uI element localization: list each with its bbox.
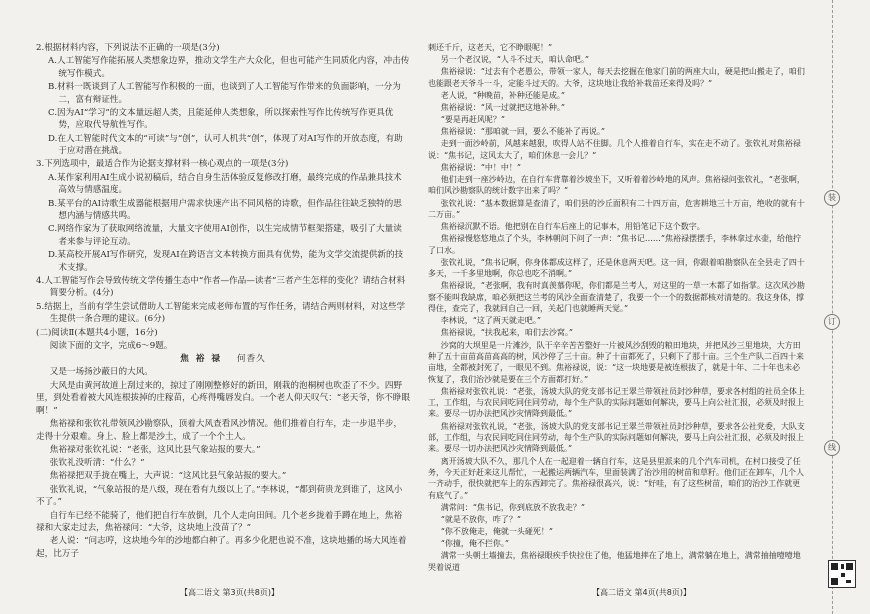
question-3-stem: 3.下列选项中，最适合作为论据支撑材料一核心观点的一项是(3分): [36, 159, 289, 170]
article-paragraph: 满常一头朝土墙撞去，焦裕禄眼疾手快拉住了他，他猛地摔在了地上，满常躺在地上，满常抽抽噎噎地哭着说道: [428, 551, 801, 572]
article-paragraph: 又是一场扬沙蔽日的大风。: [49, 367, 153, 378]
article-paragraph: 张钦礼说：“基本数据算是查清了，咱们县的沙丘面积有二十四万亩，危害耕地三十万亩，绝收的就有十二万亩。”: [428, 198, 805, 219]
question-2-option-c: C.因为AI“学习”的文本量远超人类，且能延伸人类想象，所以探索性写作比传统写作更具优势，应取代导航性写作。: [48, 107, 394, 131]
question-3-option-c: C.网络作家为了获取网络流量，大量文字使用AI创作，以生完成情节框架搭建，吸引了大量读者来参与评论互动。: [48, 224, 402, 247]
article-title-text: 焦 裕 禄: [180, 354, 222, 365]
question-2-option-b: B.材料一既谈到了人工智能写作积极的一面，也谈到了人工智能写作带来的负面影响，一分为二，富有辩证性。: [48, 82, 401, 105]
binding-mark: 装: [824, 190, 840, 206]
right-column: [428, 42, 808, 574]
article-paragraph: 沙窝的大坝里是一片滩沙，队干辛辛苦苦整好一片被风沙刮毁的粮田地块，并把风沙三里地块，大方田种了五十亩苗高苗高高的树，风沙停了三十亩。种了十亩都死了，只剩下了那十亩。三个生产队二百四十来亩地，全都被封死了，一眼见不到。焦裕禄说，说：“这一块地要是被连根拔了，就是十年、二十年也未必恢复了，我们治沙就是要在三个方面都打好。”: [428, 340, 804, 384]
article-paragraph: 张钦礼说，“焦书记啊，你身体都成这样了，还是休息两天吧。这一回，你跟着咱勘察队在全县走了四十多天，一千多里地啊，你总也吃不消啊。”: [428, 257, 805, 279]
article-title: [36, 353, 410, 366]
article-paragraph: 李林说，“这了两天就走吧。”: [440, 316, 541, 326]
article-paragraph: 老人说：“问志哼，这块地今年的沙地都白种了。再多少化肥也说不准，这块地播的场大风连着起，比万子: [36, 536, 407, 559]
page-footer-left: 【高二语文 第3页(共8页)】: [180, 588, 279, 597]
question-4: 4.人工智能写作会导致传统文学传播生态中“作者—作品—读者”三者产生怎样的变化？请结合材料简要分析。(4分): [36, 275, 406, 299]
article-paragraph: 走到一面沙岭前，风越来越狠，吹得人站不住脚。几个人推着自行车，实在走不动了。张钦礼对焦裕禄说：“焦书记，这风太大了，咱们休息一会儿？”: [428, 139, 801, 160]
article-paragraph: 焦裕禄慢悠悠地点了个头，李林朝问下问了一声：“焦书记……”焦裕禄摆摆手，李林拿过水壶，给他拧了口水。: [428, 234, 801, 255]
section-heading: (二)阅读Ⅱ(本题共4小题，16分): [36, 327, 158, 338]
article-paragraph: 焦裕禄对张钦礼说：“老张，这风比县气象站报的要大。”: [49, 444, 261, 455]
question-5: 5.结据上，当前有学生尝试借助人工智能来完成老师布置的写作任务，请结合两则材料，对这些学生提供一条合理的建议。(6分): [36, 301, 406, 325]
question-3-option-a: A.某作家利用AI生成小说初稿后，结合自身生活体验反复修改打磨，最终完成的作品兼具技术高效与情感温度。: [48, 172, 402, 196]
left-column: [36, 42, 410, 561]
question-2-option-d: D.在人工智能时代文本的“可读”与“创”，认可人机共“创”，体现了对AI写作的开放态度，有助于应对潜在挑战。: [48, 133, 403, 157]
article-author: 何香久: [236, 354, 266, 365]
binding-line: [832, 0, 833, 614]
qr-code-icon: [828, 560, 856, 588]
article-paragraph: 焦裕禄把双手拢在嘴上，大声说：“这风比县气象站报的要大。”: [49, 471, 287, 482]
article-paragraph: 另一个老汉说，“人斗不过天，咱认命吧。”: [440, 55, 589, 65]
article-paragraph: 刺还千斤，这老天，它不睁眼呢！”: [428, 43, 553, 52]
article-paragraph: 大风是由黄河故道上刮过来的，掠过了刚刚整修好的新田，刚栽的泡桐树也吹歪了不少。四野里，到处看着被大风连根拔掉的庄稼苗，心疼得嘴唇发白。一个老人仰天叹气：“老天爷，你不睁眼啊！”: [36, 380, 410, 416]
article-paragraph: 张钦礼没听清：“什么？”: [49, 458, 145, 469]
binding-mark: 线: [824, 440, 840, 456]
article-paragraph: “你不放俺走，俺就一头碰死！”: [440, 527, 553, 537]
article-paragraph: 焦裕禄说：“那咱就一回，要么不能补了再说。”: [440, 127, 605, 137]
article-paragraph: 焦裕禄沉默不语。他把别在自行车后座上的记事本，用铅笔记下这个数字。: [440, 222, 705, 232]
article-paragraph: 焦裕禄说，“扶我起来，咱们去沙窝。”: [440, 328, 573, 338]
article-paragraph: 焦裕禄和张钦礼带领风沙勘察队，顶着大风查看风沙情况。他们推着自行车，走一步退半步，走得十分艰难。身上、脸上都是沙土，成了一个个土人。: [36, 419, 403, 442]
article-paragraph: 满常问：“焦书记，你到底放不放我走？”: [440, 502, 585, 512]
article-paragraph: “你撞，俺不拦你。”: [440, 539, 509, 549]
question-2-stem: 2.根据材料内容，下列说法不正确的一项是(3分): [36, 43, 220, 53]
question-2-option-a: A.人工智能写作能拓展人类想象边界，推动文学生产大众化，但也可能产生同质化内容，冲击传统写作模式。: [48, 56, 410, 79]
article-paragraph: 焦裕禄说：“中！中！”: [440, 162, 521, 172]
article-paragraph: 焦裕禄说，“老张啊，我有时真羡慕你呢，你们都是兰考人，对这里的一草一木都了如指掌。这次风沙勘察不能叫我缺席，咱必须把这兰考的风沙全面查清楚了，我要一个一个的数据都核对清楚的。我这身体，撑得住，查完了，我就回自己一回，关起门也就睡两天觉。”: [428, 281, 805, 314]
article-paragraph: 焦裕禄对张钦礼说，“老张，汤坡大队的党支部书记王翠兰带领社员封沙种草，要求各公社党委，大队支部，工作组，与农民同吃同住同劳动，每个生产队的实际问题如何解决，要马上向公社汇报，必须及时报上来。要尽一切办法把风沙灾情降到最低。”: [428, 421, 805, 454]
article-paragraph: “就是不放你，咋了？”: [440, 514, 521, 524]
article-paragraph: 老人说，“种晚苗，补种还能是成。”: [440, 90, 565, 100]
article-paragraph: 他们走到一座沙岭边，在自行车背靠着沙坡坐下，又听着着沙岭地的风声。焦裕禄问张钦礼，“老张啊，咱们风沙勘察队的统计数字出来了吗？”: [428, 175, 805, 196]
article-paragraph: 离开汤坡大队不久，那几个人在一起迎着一辆自行车，这是县里派来的几个汽车司机，在村口接受了任务，今天正好赶来这儿帮忙，一起搬运两辆汽车，里面装满了治沙用的树苗和草籽。他们正在卸车，几个人一齐动手，很快就把车上的东西卸完了。焦裕禄很高兴，说：“好哇，有了这些树苗，咱们的治沙工作就更有底气了。”: [428, 456, 804, 500]
article-paragraph: 自行车已经不能骑了，他们把自行车放倒，几个人走向田间。几个老乡拢着手蹲在地上，焦裕禄和大家走过去，焦裕禄问：“大爷，这块地上没苗了？”: [36, 510, 403, 534]
article-paragraph: “要是再赶风呢？”: [440, 115, 505, 125]
question-3-option-b: B.某平台的AI诗歌生成器能根据用户需求快速产出不同风格的诗歌，但作品往往缺乏独特的思想内涵与情感共鸣。: [48, 198, 402, 222]
reading-instruction: 阅读下面的文字，完成6～9题。: [49, 340, 173, 351]
article-paragraph: 张钦礼说，“气象站报的是八级，现在看有九级以上了。”李林说，“都到荷贵龙到谁了，这风小不了。”: [36, 484, 403, 508]
page-footer-right: 【高二语文 第4页(共8页)】: [592, 588, 691, 597]
article-paragraph: 焦裕禄说：“风一过就把这地补种。”: [440, 102, 565, 112]
article-paragraph: 焦裕禄对张钦礼说：“老张，汤坡大队的党支部书记王翠兰带领社员封沙种草，要求各村组的社员全体上工，工作组，与农民同吃同住同劳动，每个生产队的实际问题如何解决，要马上向公社汇报，必须及时报上来。要尽一切办法把风沙灾情降到最低。”: [428, 386, 805, 419]
binding-mark: 订: [824, 314, 840, 330]
article-paragraph: 焦裕禄说：“过去有个老愚公，带领一家人，每天去挖掘在他家门前的两座大山，硬是把山搬走了，咱们也能跟老天爷斗一斗，定能斗过天的。大爷，这块地让我给补栽苗还来得及吗？”: [428, 67, 805, 88]
question-3-option-d: D.某高校开展AI写作研究，发现AI在跨语言文本转换方面具有优势，能为文学交流提供新的技术支撑。: [48, 250, 404, 273]
